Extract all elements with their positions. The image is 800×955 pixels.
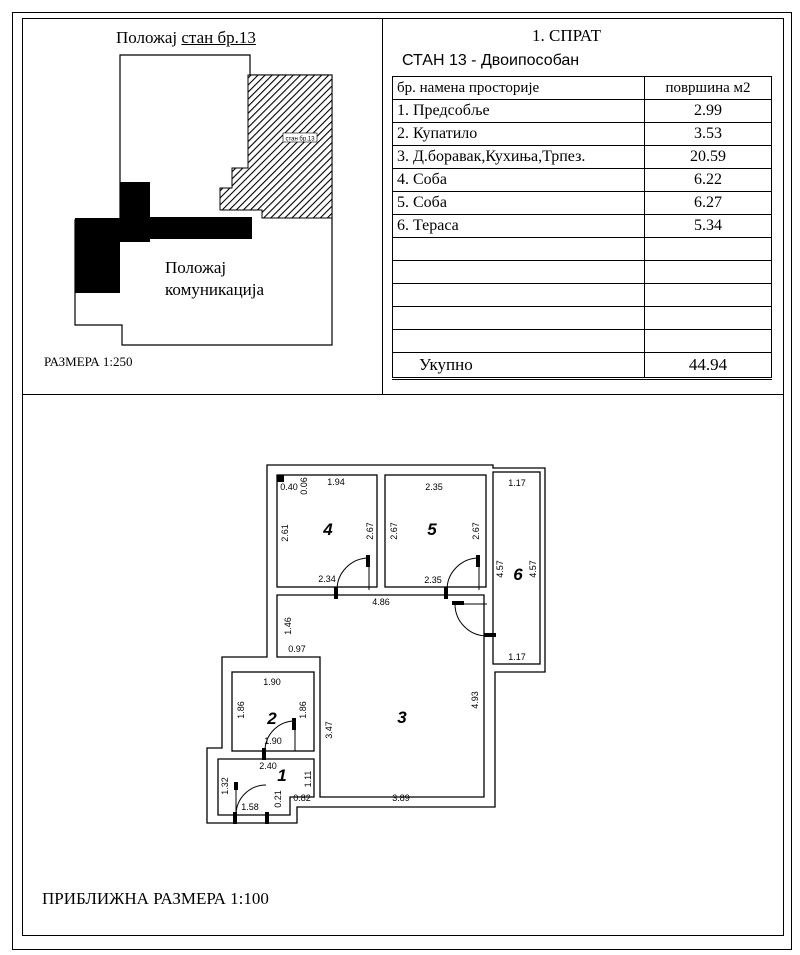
unit-title: СТАН 13 - Двоипособан — [402, 52, 580, 69]
communication-label-1: Положај — [165, 258, 227, 277]
room-area: 20.59 — [645, 146, 772, 169]
room-number-4: 4 — [323, 520, 333, 539]
room-area: 5.34 — [645, 215, 772, 238]
col-name-header: бр. намена просторије — [393, 77, 645, 100]
table-row — [393, 192, 772, 215]
door-jamb — [476, 555, 480, 567]
communication-block-c — [120, 217, 252, 239]
dim-label: 1.94 — [327, 477, 345, 487]
location-plan — [0, 0, 390, 394]
dim-label: 4.93 — [470, 691, 480, 709]
corner-post — [277, 475, 284, 482]
door-jamb — [262, 748, 266, 760]
dim-label: 2.35 — [424, 575, 442, 585]
room-table — [392, 76, 772, 380]
door-jamb — [484, 633, 496, 637]
dim-label: 1.90 — [263, 677, 281, 687]
dim-label: 2.40 — [259, 761, 277, 771]
dim-label: 2.67 — [471, 522, 481, 540]
dim-label: 1.86 — [298, 701, 308, 719]
door-jamb — [366, 555, 370, 567]
table-row-empty — [393, 284, 772, 307]
dim-label: 2.67 — [365, 522, 375, 540]
dim-label: 1.32 — [220, 777, 230, 795]
table-row — [393, 215, 772, 238]
table-row — [393, 123, 772, 146]
communication-block-a — [75, 218, 120, 293]
room-name: 1. Предсобље — [393, 100, 645, 123]
table-total-row — [393, 353, 772, 379]
floor-title: 1. СПРАТ — [532, 26, 602, 45]
col-area-header: површина м2 — [645, 77, 772, 100]
room-name: 6. Тераса — [393, 215, 645, 238]
dim-label: 0.97 — [288, 644, 306, 654]
room-area: 2.99 — [645, 100, 772, 123]
room-number-6: 6 — [513, 565, 523, 584]
room-3-walls — [277, 595, 484, 797]
table-row — [393, 169, 772, 192]
room-name: 4. Соба — [393, 169, 645, 192]
room-area: 6.27 — [645, 192, 772, 215]
dim-label: 1.46 — [283, 617, 293, 635]
plan-scale: ПРИБЛИЖНА РАЗМЕРА 1:100 — [42, 889, 269, 908]
door-jamb — [334, 587, 338, 599]
unit-13-hatched-area — [220, 75, 332, 218]
dim-label: 4.86 — [372, 597, 390, 607]
room-area: 6.22 — [645, 169, 772, 192]
room-name: 2. Купатило — [393, 123, 645, 146]
dim-label: 2.34 — [318, 574, 336, 584]
door-terrace-swing — [455, 604, 487, 636]
location-title-prefix: Положај — [116, 28, 178, 47]
dim-label: 1.17 — [508, 652, 526, 662]
door-jamb — [292, 718, 296, 730]
table-row — [393, 146, 772, 169]
total-value: 44.94 — [645, 353, 772, 379]
dim-label: 2.67 — [389, 522, 399, 540]
plan-outer-wall — [207, 465, 545, 823]
dim-label: 4.57 — [528, 560, 538, 578]
location-scale: РАЗМЕРА 1:250 — [44, 354, 133, 369]
door-jamb — [265, 812, 269, 824]
table-header-row — [393, 77, 772, 100]
room-number-5: 5 — [427, 520, 437, 539]
dim-label: 3.89 — [392, 793, 410, 803]
dim-label: 1.90 — [264, 736, 282, 746]
total-label: Укупно — [393, 353, 645, 379]
door-room-5-swing — [447, 558, 479, 590]
communication-label-2: комуникација — [165, 280, 265, 299]
dim-label: 3.47 — [324, 721, 334, 739]
room-number-2: 2 — [267, 709, 277, 728]
dim-label: 0.40 — [280, 482, 298, 492]
room-area: 3.53 — [645, 123, 772, 146]
room-name: 5. Соба — [393, 192, 645, 215]
door-jamb — [233, 812, 237, 824]
dim-label: 1.11 — [303, 770, 313, 788]
room-name: 3. Д.боравак,Кухиња,Трпез. — [393, 146, 645, 169]
table-row-empty — [393, 238, 772, 261]
unit-label-text: стан бр.13 — [285, 136, 315, 143]
dim-label: 0.82 — [293, 793, 311, 803]
location-title-unit: стан бр.13 — [181, 28, 256, 47]
dim-label: 1.58 — [241, 802, 259, 812]
dim-label: 0.06 — [299, 477, 309, 495]
dim-label: 2.35 — [425, 482, 443, 492]
dim-label: 0.21 — [273, 790, 283, 808]
floor-plan — [0, 394, 800, 864]
door-jamb — [444, 587, 448, 599]
dim-label: 4.57 — [495, 560, 505, 578]
table-row — [393, 100, 772, 123]
table-row-empty — [393, 330, 772, 353]
door-jamb — [234, 782, 238, 790]
table-row-empty — [393, 307, 772, 330]
door-room-4-swing — [337, 558, 369, 590]
dim-label: 2.61 — [280, 524, 290, 542]
door-jamb — [452, 601, 464, 605]
table-row-empty — [393, 261, 772, 284]
dim-label: 1.86 — [236, 701, 246, 719]
room-number-3: 3 — [397, 708, 407, 727]
room-number-1: 1 — [277, 766, 287, 785]
dim-label: 1.17 — [508, 478, 526, 488]
